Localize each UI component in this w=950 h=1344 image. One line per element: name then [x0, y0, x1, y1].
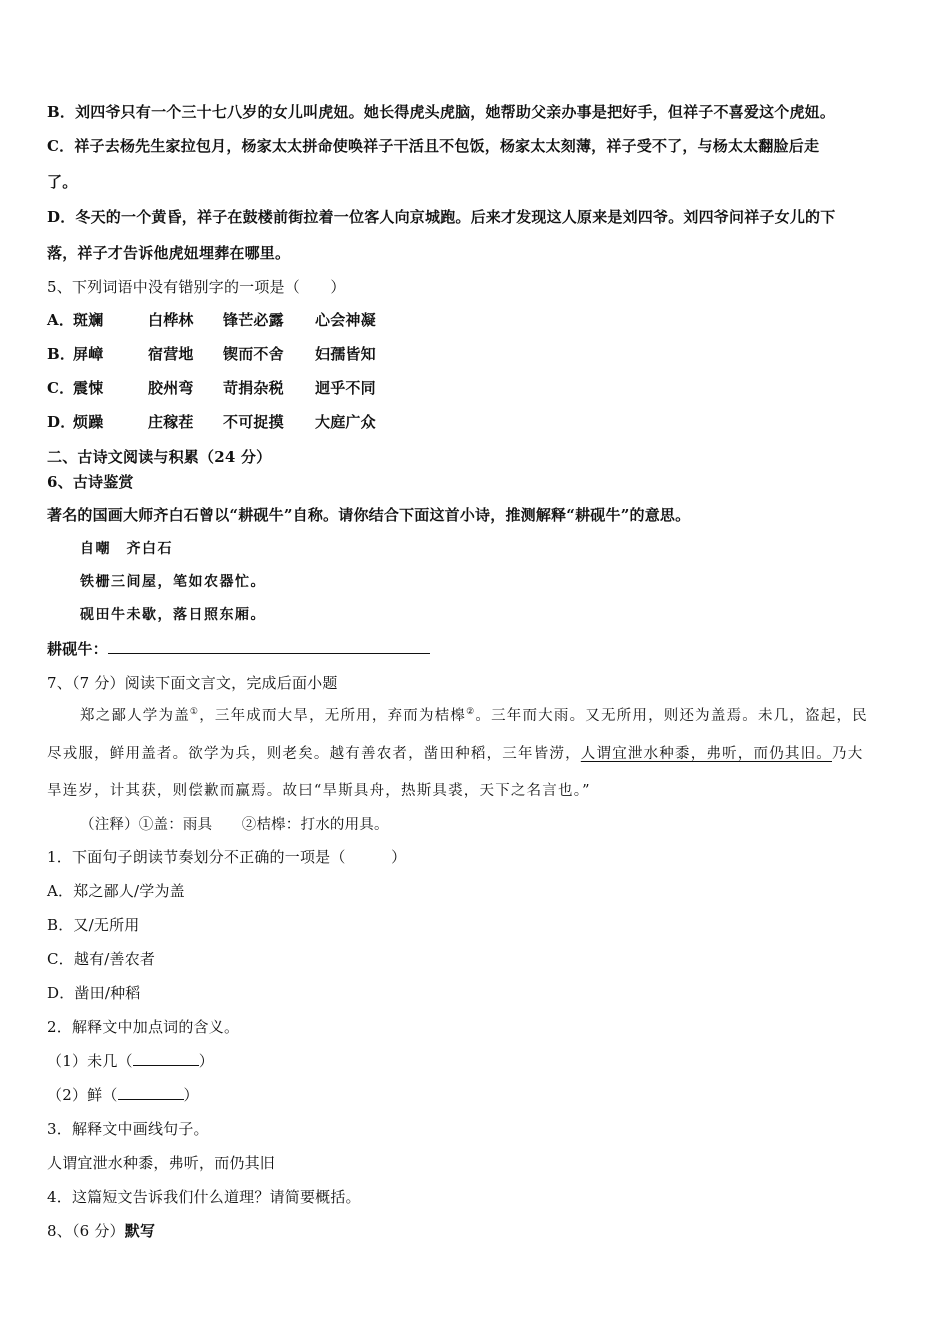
passage-text: 郑之鄙人学为盖: [80, 708, 190, 724]
q7-title: 7、（7 分）阅读下面文言文，完成后面小题: [47, 674, 338, 692]
option-word: 迥乎不同: [315, 379, 376, 397]
option-b-text: B．刘四爷只有一个三十七八岁的女儿叫虎妞。她长得虎头虎脑，她帮助父亲办事是把好手，但祥子不喜爱这个虎妞。: [47, 103, 836, 121]
sub2-item-1: [47, 1051, 907, 1071]
q8-heading: 默写: [124, 1222, 156, 1240]
poem-line-2: 砚田牛未歇，落日照东厢。: [80, 607, 266, 623]
passage-text: 乃大: [832, 746, 864, 762]
item-text: ）: [183, 1086, 199, 1104]
option-label: A．: [47, 311, 75, 329]
sub3-sentence: 人谓宜泄水种黍，弗听，而仍其旧: [47, 1154, 276, 1172]
answer-blank[interactable]: [118, 1085, 184, 1100]
option-word: 大庭广众: [315, 413, 376, 431]
passage-text: ，三年成而大旱，无所用，弃而为桔槔: [199, 708, 467, 724]
option-word: 白桦林: [148, 311, 194, 329]
q8-title: [47, 1221, 907, 1241]
option-word: 斑斓: [73, 311, 104, 329]
passage-line-3: 旱连岁，计其获，则偿歉而赢焉。故曰“旱斯具舟，热斯具裘，天下之名言也。”: [47, 783, 591, 799]
option-label: D．: [47, 413, 76, 431]
option-word: 不可捉摸: [223, 413, 284, 431]
annotation-note: （注释）①盖：雨具 ②桔槔：打水的用具。: [80, 817, 389, 833]
answer-label: 耕砚牛：: [47, 640, 108, 658]
poem-title: 自嘲 齐白石: [80, 541, 173, 557]
item-text: ）: [198, 1052, 214, 1070]
option-word: 胶州弯: [148, 379, 194, 397]
option-d-text: D．冬天的一个黄昏，祥子在鼓楼前街拉着一位客人向京城跑。后来才发现这人原来是刘四爷。刘四爷问祥子女儿的下: [47, 208, 836, 226]
sub-question-4: 4．这篇短文告诉我们什么道理？请简要概括。: [47, 1188, 361, 1206]
option-word: 震悚: [73, 379, 104, 397]
option-word: 锲而不舍: [223, 345, 284, 363]
q5-option-d[interactable]: [47, 412, 907, 432]
sub2-item-2: [47, 1085, 907, 1105]
item-text: （1）未几（: [47, 1052, 133, 1070]
sub1-option-c[interactable]: C．越有/善农者: [47, 950, 156, 968]
option-d-continuation: 落，祥子才告诉他虎妞埋葬在哪里。: [47, 244, 291, 262]
item-text: （2）鲜（: [47, 1086, 118, 1104]
section-title: 二、古诗文阅读与积累（24 分）: [47, 448, 272, 466]
q6-title: 6、古诗鉴赏: [47, 473, 134, 491]
passage-line-2: [47, 744, 907, 764]
passage-line-1: [80, 706, 910, 726]
underlined-sentence: 人谓宜泄水种黍，弗听，而仍其旧。: [580, 746, 832, 762]
option-word: 妇孺皆知: [315, 345, 376, 363]
answer-blank[interactable]: [108, 639, 430, 654]
sub1-option-d[interactable]: D．凿田/种稻: [47, 984, 141, 1002]
sub1-option-a[interactable]: A．郑之鄙人/学为盖: [47, 882, 185, 900]
passage-text: 尽戎服，鲜用盖者。欲学为兵，则老矣。越有善农者，凿田种稻，三年皆涝，: [47, 746, 581, 762]
sub1-option-b[interactable]: B．又/无所用: [47, 916, 140, 934]
option-word: 心会神凝: [315, 311, 376, 329]
option-word: 烦躁: [73, 413, 104, 431]
q5-stem: 5、下列词语中没有错别字的一项是（ ）: [47, 278, 346, 296]
q5-option-c[interactable]: [47, 378, 907, 398]
q6-prompt: 著名的国画大师齐白石曾以“耕砚牛”自称。请你结合下面这首小诗，推测解释“耕砚牛”的意思。: [47, 506, 691, 524]
sub-question-2: 2．解释文中加点词的含义。: [47, 1018, 240, 1036]
option-word: 锋芒必露: [223, 311, 284, 329]
poem-line-1: 铁栅三间屋，笔如农器忙。: [80, 574, 266, 590]
q8-number: 8、（6 分）: [47, 1222, 125, 1240]
sub-question-1: 1．下面句子朗读节奏划分不正确的一项是（ ）: [47, 848, 407, 866]
option-c-text: C．祥子去杨先生家拉包月，杨家太太拼命使唤祥子干活且不包饭，杨家太太刻薄，祥子受不了，与杨太太翻脸后走: [47, 137, 820, 155]
option-label: B．: [47, 345, 76, 363]
option-c-continuation: 了。: [47, 173, 78, 191]
q5-option-a[interactable]: [47, 310, 907, 330]
option-word: 宿营地: [148, 345, 194, 363]
option-label: C．: [47, 379, 75, 397]
q5-option-b[interactable]: [47, 344, 907, 364]
sub-question-3: 3．解释文中画线句子。: [47, 1120, 209, 1138]
footnote-mark: ①: [189, 707, 200, 718]
option-word: 苛捐杂税: [223, 379, 284, 397]
answer-blank[interactable]: [133, 1051, 199, 1066]
q6-answer-row: [47, 639, 907, 659]
passage-text: 。三年而大雨。又无所用，则还为盖焉。未几，盗起，民: [475, 708, 868, 724]
footnote-mark: ②: [466, 707, 476, 718]
option-word: 屏嶂: [73, 345, 104, 363]
option-word: 庄稼茬: [148, 413, 194, 431]
